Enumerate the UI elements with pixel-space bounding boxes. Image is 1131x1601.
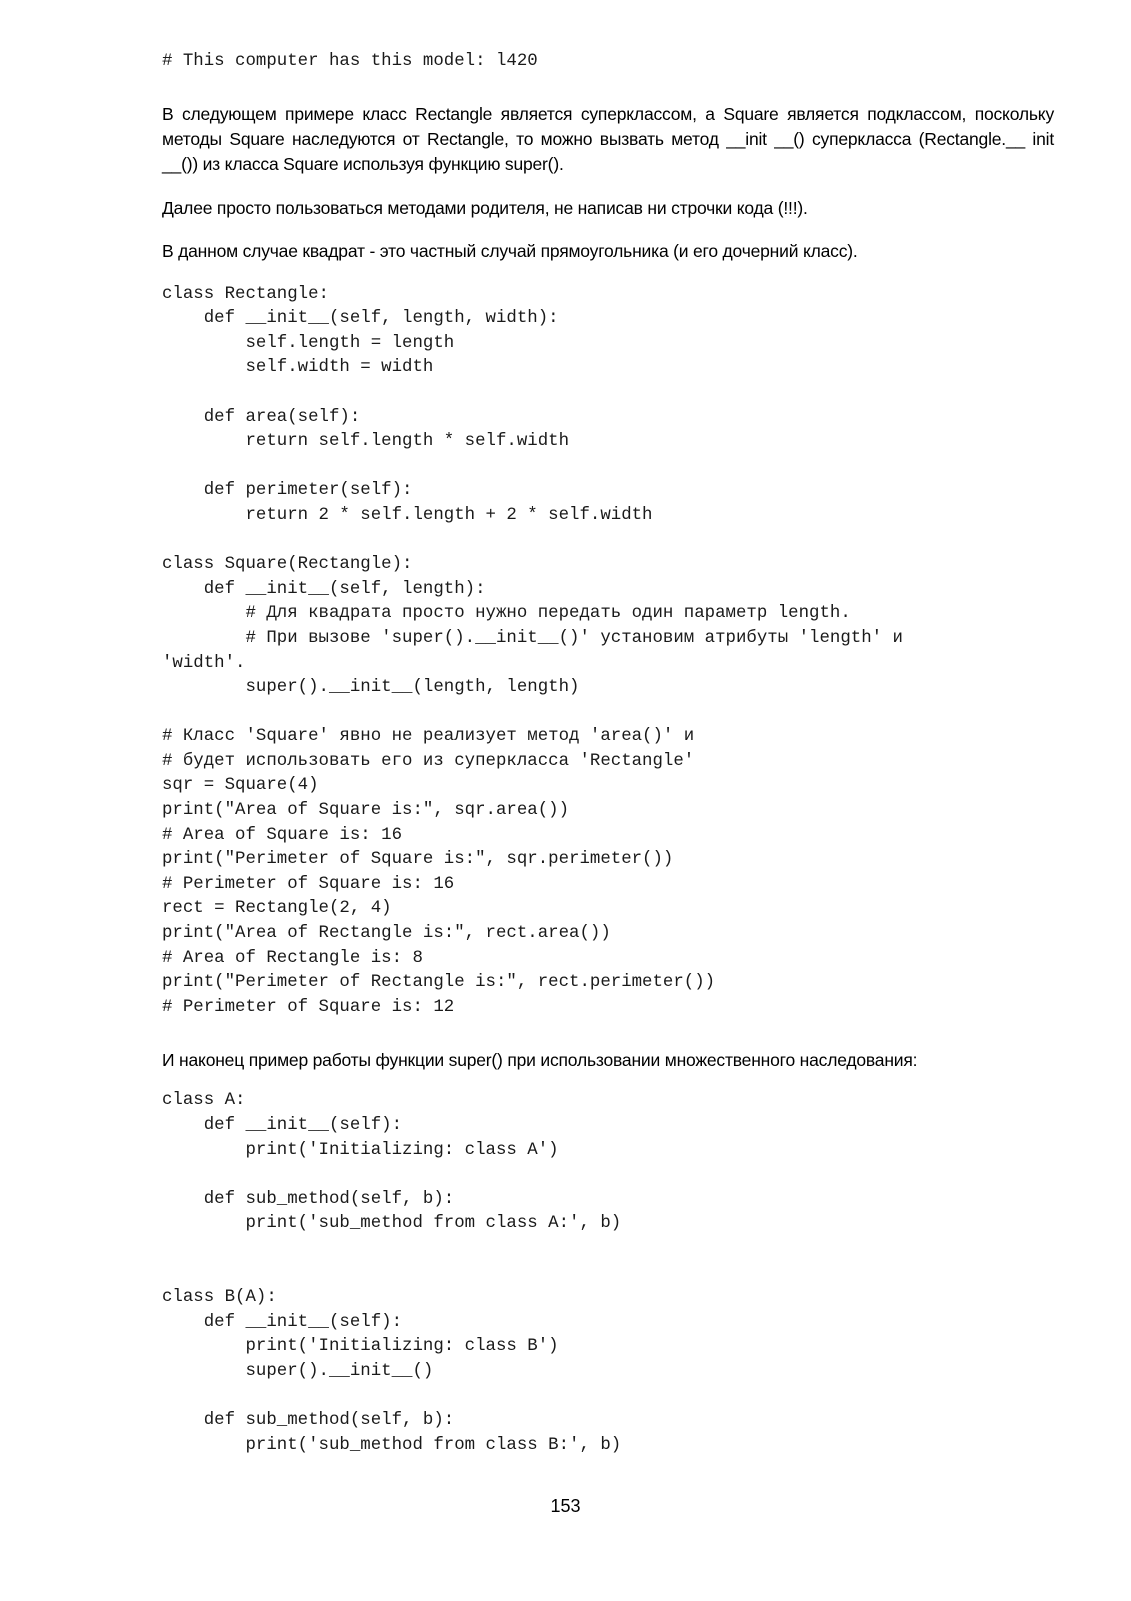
paragraph-inheritance-intro: В следующем примере класс Rectangle является суперклассом, а Square является подклассом, поскольку методы Square наследуются от Rectangle, то можно вызвать метод __init __() суперкласса (Rectangle.__ init __()) из класса Square используя функцию super().: [162, 103, 1054, 174]
paragraph-parent-methods: Далее просто пользоваться методами родителя, не написав ни строчки кода (!!!).: [162, 197, 808, 218]
document-page: [162, 50, 1054, 1458]
paragraph-square-special-case: В данном случае квадрат - это частный случай прямоугольника (и его дочерний класс).: [162, 240, 858, 261]
code-block-rectangle-square: class Rectangle: def __init__(self, length, width): self.length = length self.width = width def area(self): return self.length * self.width def perimeter(self): return 2 * self.length + 2 * self.width class Square(Rectangle): def __init__(self, length): # Для квадрата просто нужно передать один параметр length. # При вызове 'super().__init__()' установим атрибуты 'length' и 'width'. super().__init__(length, length) # Класс 'Square' явно не реализует метод 'area()' и # будет использовать его из суперкласса 'Rectangle' sqr = Square(4) print("Area of Square is:", sqr.area()) # Area of Square is: 16 print("Perimeter of Square is:", sqr.perimeter()) # Perimeter of Square is: 16 rect = Rectangle(2, 4) print("Area of Rectangle is:", rect.area()) # Area of Rectangle is: 8 print("Perimeter of Rectangle is:", rect.perimeter()) # Perimeter of Square is: 12: [162, 284, 903, 1017]
page-number: 153: [550, 1496, 581, 1516]
code-block-model-comment: # This computer has this model: l420: [162, 52, 538, 71]
paragraph-multiple-inheritance: И наконец пример работы функции super() при использовании множественного наследования:: [162, 1050, 918, 1071]
code-block-class-a-b: class A: def __init__(self): print('Initializing: class A') def sub_method(self, b): print('sub_method from class A:', b) class B(A): def __init__(self): print('Initializing: class B') super().__init__() def sub_method(self, b): print('sub_method from class B:', b): [162, 1091, 622, 1455]
